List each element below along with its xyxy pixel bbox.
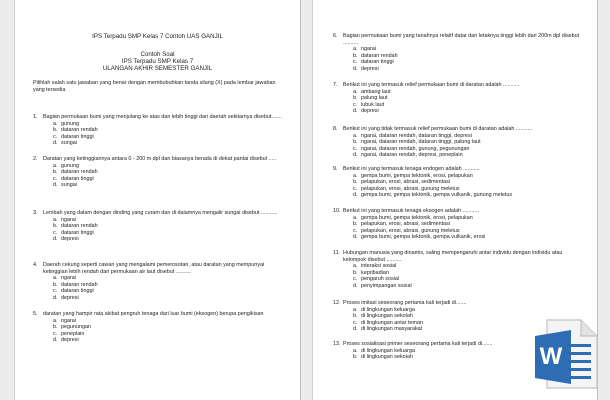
- option-letter: d.: [53, 294, 58, 301]
- option-letter: c.: [53, 175, 58, 182]
- answer-options: [333, 89, 583, 115]
- option-text: ngarai: [61, 216, 76, 223]
- option-text: palung laut: [361, 95, 388, 101]
- option-letter: a.: [53, 275, 58, 281]
- answer-options: [333, 263, 583, 289]
- option-letter: c.: [53, 288, 58, 294]
- answer-options: [33, 275, 283, 301]
- option-text: ngarai: [61, 317, 76, 324]
- option-text: dataran rendah: [61, 223, 98, 229]
- option-letter: d.: [53, 140, 58, 146]
- question-item: [333, 250, 583, 289]
- option-letter: a.: [353, 214, 358, 221]
- option-letter: b.: [353, 95, 358, 101]
- question-item: [333, 126, 583, 159]
- option-text: di lingkungan antar teman: [361, 319, 424, 326]
- question-number: 10.: [333, 208, 341, 214]
- option-text: depresi: [61, 294, 79, 301]
- question-number: 12.: [333, 300, 341, 306]
- question-number: 11.: [333, 250, 341, 256]
- instructions: Pilihlah salah satu jawaban yang benar dengan membubuhkan tanda silang (X) pada lembar jawaban yang tersedia: [33, 80, 276, 93]
- option-text: dataran tinggi: [61, 133, 94, 140]
- option-text: pelapukan, erosi, abrasi, gunung meletus: [361, 227, 460, 234]
- option-letter: a.: [353, 306, 358, 313]
- exam-heading-line-3: ULANGAN AKHIR SEMESTER GANJIL: [102, 65, 213, 72]
- option-text: di lingkungan keluarga: [361, 347, 415, 354]
- answer-options: [33, 318, 283, 344]
- option-text: gempa bumi, gempa tektonik, erosi, pelapukan: [361, 172, 473, 179]
- question-text: Hubungan manusia yang dinamis, saling mempengaruhi antar individu dengan individu atau kelompok disebut ..........: [343, 250, 563, 263]
- answer-options: [33, 217, 283, 243]
- option-letter: d.: [353, 282, 358, 289]
- option-text: pelapukan, erosi, abrasi, sedimentasi: [361, 221, 450, 227]
- page-gutter: [301, 0, 312, 400]
- option-text: ngarai: [61, 275, 76, 281]
- question-number: 6.: [333, 33, 338, 39]
- option-text: lubuk laut: [361, 101, 385, 108]
- option-text: dataran rendah: [61, 127, 98, 133]
- question-number: 8.: [333, 126, 338, 132]
- option-letter: c.: [53, 229, 58, 236]
- option-letter: c.: [353, 185, 358, 192]
- question-item: [333, 82, 583, 115]
- answer-option: [353, 152, 583, 159]
- answer-option: [353, 108, 583, 115]
- document-title: IPS Terpadu SMP Kelas 7 Contoh UAS GANJIL: [92, 33, 223, 40]
- option-letter: c.: [353, 227, 358, 234]
- option-text: pelapukan, erosi, abrasi, sedimentasi: [361, 179, 450, 185]
- option-letter: a.: [53, 120, 58, 127]
- option-letter: a.: [353, 263, 358, 269]
- option-letter: b.: [53, 281, 58, 288]
- option-letter: b.: [353, 139, 358, 145]
- question-text: Lembah yang dalam dengan dinding yang curam dan di dalamnya mengalir sungai disebut ...........: [43, 210, 278, 216]
- option-letter: d.: [53, 236, 58, 242]
- answer-options: [333, 46, 583, 72]
- option-text: ngarai, dataran rendah, dataran tinggi, depresi: [361, 132, 472, 139]
- question-item: [33, 210, 283, 243]
- question-text: Berikut ini yang termasuk tenaga endogen adalah ...........: [343, 166, 480, 172]
- option-text: di lingkungan keluarga: [361, 306, 415, 313]
- option-letter: b.: [53, 169, 58, 175]
- option-letter: b.: [53, 324, 58, 330]
- option-letter: d.: [353, 326, 358, 332]
- option-text: depresi: [61, 337, 79, 343]
- option-letter: a.: [353, 46, 358, 52]
- word-icon-letter: W: [539, 343, 563, 370]
- option-text: dataran rendah: [61, 281, 98, 288]
- option-text: dataran tinggi: [61, 175, 94, 182]
- option-text: peneplain: [61, 330, 85, 337]
- option-text: dataran rendah: [61, 169, 98, 175]
- option-text: pelapukan, erosi, abrasi, gunung meletus: [361, 185, 460, 192]
- option-letter: b.: [353, 354, 358, 360]
- question-item: [33, 311, 283, 344]
- answer-options: [333, 133, 583, 159]
- option-letter: a.: [353, 88, 358, 95]
- option-letter: a.: [53, 162, 58, 169]
- answer-option: [353, 234, 583, 241]
- question-text: Daerah cekung seperti cawan yang mengalami pemerosotan, atau daratan yang mempunyai ketinggian lebih rendah dari permukaan air laut disebut ..........: [43, 262, 265, 275]
- option-letter: d.: [53, 337, 58, 343]
- option-letter: a.: [353, 132, 358, 139]
- option-text: depresi: [61, 236, 79, 242]
- answer-option: [53, 337, 283, 344]
- option-letter: b.: [53, 223, 58, 229]
- option-text: gempa bumi, gempa tektonik, erosi, pelapukan: [361, 214, 473, 221]
- option-text: ngarai, dataran rendah, gunung, pegunungan: [361, 145, 470, 152]
- question-text: Proses imitasi seseorang pertama kali terjadi di.......: [343, 300, 467, 306]
- option-text: gunung: [61, 162, 79, 169]
- question-number: 9.: [333, 166, 338, 172]
- question-number: 13.: [333, 341, 341, 347]
- option-letter: d.: [353, 152, 358, 158]
- question-number: 7.: [333, 82, 338, 88]
- option-letter: c.: [353, 145, 358, 152]
- option-letter: d.: [353, 192, 358, 198]
- question-item: [333, 33, 583, 72]
- question-text: Berikut ini yang termasuk relief permukaan bumi di daratan adalah ...........: [343, 82, 520, 88]
- exam-heading-line-2: IPS Terpadu SMP Kelas 7: [121, 58, 194, 65]
- option-text: dataran tinggi: [361, 59, 394, 65]
- option-letter: c.: [53, 133, 58, 140]
- option-letter: c.: [353, 59, 358, 65]
- question-text: Proses sosialisasi primer seseorang pertama kali terjadi di.......: [343, 341, 493, 347]
- word-document-icon: [533, 318, 601, 390]
- question-number: 5.: [33, 311, 38, 317]
- option-text: ambang laut: [361, 88, 391, 95]
- option-text: gempa bumi, gempa tektonik, gempa vulkanik, gunung meletus: [361, 192, 513, 198]
- answer-option: [53, 236, 283, 243]
- option-text: dataran tinggi: [61, 229, 94, 236]
- option-letter: a.: [353, 347, 358, 354]
- option-letter: c.: [353, 319, 358, 326]
- option-text: pengaruh sosial: [361, 276, 400, 282]
- option-text: depresi: [361, 65, 379, 72]
- option-text: dataran tinggi: [61, 288, 94, 294]
- question-number: 3.: [33, 210, 38, 216]
- option-text: di lingkungan sekolah: [361, 354, 413, 360]
- option-letter: b.: [353, 269, 358, 276]
- question-item: [33, 156, 283, 189]
- question-text: Bagian permukaan bumi yang tanahnya relatif datar dan letaknya tinggi lebih dari 200m dpl disebut ..........: [343, 33, 580, 46]
- option-letter: c.: [353, 101, 358, 108]
- option-text: dataran rendah: [361, 52, 398, 59]
- option-letter: b.: [353, 313, 358, 319]
- question-text: Berikut ini yang termasuk tenaga eksogen adalah ...........: [343, 208, 480, 214]
- option-text: ngarai: [361, 46, 376, 52]
- question-item: [333, 208, 583, 241]
- question-text: Berikut ini yang tidak termasuk relief permukaan bumi di daratan adalah ...........: [343, 126, 533, 132]
- question-text: daratan yang hampir rata akibat pengruh tenaga dari luar bumi (eksogen) berupa pengikisan: [43, 311, 264, 317]
- answer-option: [353, 66, 583, 73]
- document-page-1: [14, 0, 301, 400]
- question-item: [333, 166, 583, 199]
- option-letter: b.: [353, 52, 358, 59]
- question-number: 4.: [33, 262, 38, 268]
- question-number: 2.: [33, 156, 38, 162]
- option-letter: d.: [353, 108, 358, 114]
- option-text: sungai: [61, 140, 77, 146]
- answer-options: [333, 215, 583, 241]
- option-text: pegunungan: [61, 324, 91, 330]
- option-text: gempa bumi, gempa tektonik, gempa vulkanik, erosi: [361, 234, 486, 240]
- answer-option: [53, 182, 283, 189]
- question-number: 1.: [33, 114, 38, 120]
- option-letter: b.: [353, 179, 358, 185]
- answer-option: [353, 192, 583, 199]
- option-letter: d.: [353, 234, 358, 240]
- option-text: sungai: [61, 182, 77, 188]
- option-text: di lingkungan masyarakat: [361, 326, 423, 332]
- option-text: gunung: [61, 120, 79, 127]
- question-text: Daratan yang ketinggiannya antara 0 - 200 m dpl dan biasanya berada di dekat pantai disebut .....: [43, 156, 277, 162]
- answer-option: [353, 283, 583, 290]
- option-text: interaksi sosial: [361, 263, 397, 269]
- option-letter: a.: [53, 216, 58, 223]
- option-letter: c.: [53, 330, 58, 337]
- option-text: kepribadian: [361, 269, 389, 276]
- answer-options: [33, 163, 283, 189]
- exam-heading-line-1: Contoh Soal: [140, 51, 175, 58]
- option-letter: a.: [353, 172, 358, 179]
- option-text: ngarai, dataran rendah, dataran tinggi, palung laut: [361, 139, 481, 145]
- option-letter: b.: [353, 221, 358, 227]
- option-text: di lingkungan sekolah: [361, 313, 413, 319]
- option-letter: b.: [53, 127, 58, 133]
- option-text: penyimpangan sosial: [361, 282, 412, 289]
- answer-option: [53, 295, 283, 302]
- option-letter: c.: [353, 276, 358, 282]
- page-margin-left: [0, 0, 14, 400]
- option-letter: d.: [353, 65, 358, 72]
- option-text: depresi: [361, 108, 379, 114]
- answer-option: [53, 140, 283, 147]
- answer-options: [33, 121, 283, 147]
- question-item: [33, 114, 283, 147]
- option-letter: d.: [53, 182, 58, 188]
- answer-options: [333, 173, 583, 199]
- option-letter: a.: [53, 317, 58, 324]
- question-text: Bagian permukaan bumi yang menjulang ke atas dan lebih tinggi dari daerah sekitarnya disebut.......: [43, 114, 282, 120]
- question-item: [33, 262, 283, 301]
- option-text: ngarai, dataran rendah, depresi, peneplain: [361, 152, 463, 158]
